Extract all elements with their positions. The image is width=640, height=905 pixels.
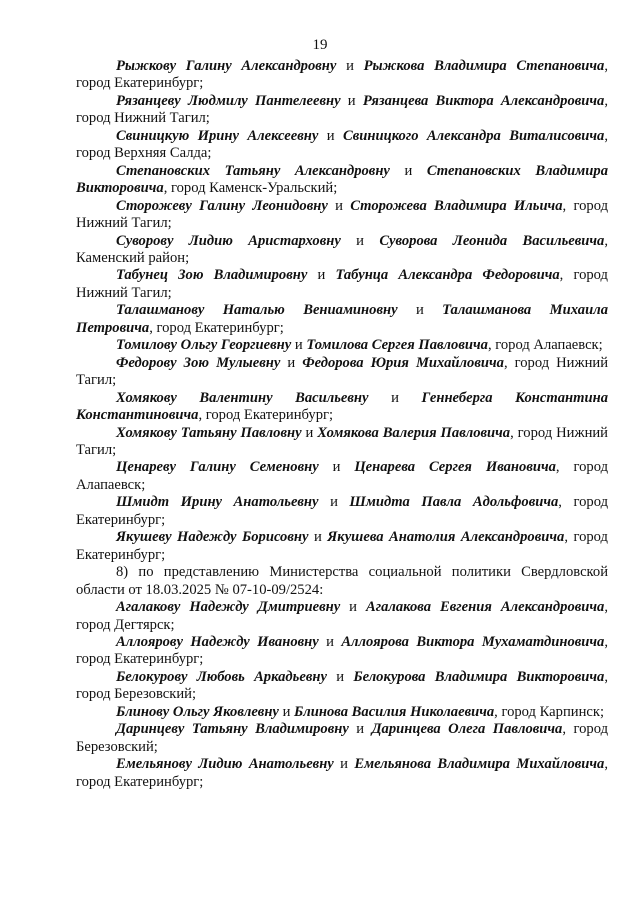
husband-name: Аллоярова Виктора Мухаматдиновича (341, 633, 605, 650)
location: , город Березовский; (76, 721, 608, 755)
husband-name: Геннеберга Константина Константиновича (76, 389, 609, 424)
location: , город Нижний Тагил; (76, 424, 608, 458)
husband-name: Емельянова Владимира Михайловича (354, 756, 605, 773)
location: , город Екатеринбург; (198, 407, 334, 424)
wife-name: Рыжкову Галину Александровну (116, 58, 337, 74)
wife-name: Аллоярову Надежду Ивановну (116, 633, 319, 650)
husband-name: Рязанцева Виктора Александровича (362, 92, 605, 109)
location: , город Верхняя Салда; (76, 127, 608, 162)
husband-name: Суворова Леонида Васильевича (379, 232, 605, 249)
location: , город Нижний Тагил; (76, 354, 609, 389)
document-body (76, 58, 608, 791)
husband-name: Степановских Владимира Викторовича (76, 162, 608, 197)
conjunction: и (340, 232, 380, 249)
conjunction: и (389, 162, 427, 179)
wife-name: Суворову Лидию Аристарховну (116, 232, 341, 249)
couple-entry (76, 198, 608, 233)
wife-name: Томилову Ольгу Георгиевну (116, 337, 292, 354)
wife-name: Шмидт Ирину Анатольевну (116, 494, 319, 511)
husband-name: Рыжкова Владимира Степановича (363, 58, 605, 74)
location: , город Алапаевск; (487, 337, 603, 354)
couple-entry (76, 302, 608, 337)
couple-entry (76, 756, 608, 791)
couple-entry (76, 599, 608, 634)
wife-name: Федорову Зою Мулыевну (116, 354, 281, 371)
conjunction: и (318, 459, 355, 476)
couple-entry (76, 128, 608, 163)
award-list-social-policy-part2 (76, 599, 608, 791)
husband-name: Талашманова Михаила Петровича (76, 302, 608, 336)
location: , город Нижний Тагил; (76, 197, 608, 232)
location: , город Екатеринбург; (76, 494, 608, 528)
location: , город Карпинск; (494, 703, 605, 720)
location: , город Екатеринбург; (76, 756, 608, 790)
husband-name: Ценарева Сергея Ивановича (354, 459, 556, 476)
conjunction: и (327, 197, 351, 214)
couple-entry (76, 529, 608, 564)
wife-name: Табунец Зою Владимировну (116, 267, 308, 284)
wife-name: Талашманову Наталью Вениаминовну (116, 302, 398, 319)
conjunction: и (318, 633, 342, 650)
conjunction: и (318, 494, 350, 511)
couple-entry (76, 267, 608, 302)
wife-name: Хомякову Валентину Васильевну (116, 389, 369, 406)
wife-name: Рязанцеву Людмилу Пантелеевну (116, 92, 341, 109)
wife-name: Степановских Татьяну Александровну (116, 162, 390, 179)
couple-entry (76, 163, 608, 198)
couple-entry (76, 721, 608, 756)
couple-entry (76, 58, 608, 93)
conjunction: и (318, 127, 343, 144)
husband-name: Томилова Сергея Павловича (306, 337, 488, 354)
couple-entry (76, 669, 608, 704)
couple-entry (76, 355, 608, 390)
conjunction: и (307, 267, 336, 284)
conjunction: и (280, 354, 303, 371)
location: , город Дегтярск; (76, 599, 608, 633)
couple-entry (76, 233, 608, 268)
husband-name: Даринцева Олега Павловича (371, 721, 563, 738)
location: , город Каменск-Уральский; (163, 180, 338, 197)
location: , город Екатеринбург; (76, 58, 609, 92)
husband-name: Табунца Александра Федоровича (335, 267, 560, 284)
location: , город Екатеринбург; (76, 633, 608, 668)
couple-entry (76, 704, 608, 721)
husband-name: Якушева Анатолия Александровича (327, 529, 565, 546)
conjunction: и (333, 756, 355, 773)
husband-name: Федорова Юрия Михайловича (302, 354, 504, 371)
husband-name: Агалакова Евгения Александровича (365, 599, 605, 616)
couple-entry (76, 425, 608, 460)
conjunction: и (340, 92, 363, 109)
wife-name: Свиницкую Ирину Алексеевну (116, 127, 319, 144)
wife-name: Блинову Ольгу Яковлевну (116, 703, 279, 720)
location: , город Нижний Тагил; (76, 92, 608, 127)
wife-name: Емельянову Лидию Анатольевну (116, 756, 334, 773)
location: , город Березовский; (76, 668, 608, 703)
husband-name: Сторожева Владимира Ильича (350, 197, 563, 214)
conjunction: и (291, 337, 307, 354)
couple-entry (76, 390, 608, 425)
conjunction: и (336, 58, 364, 74)
location: , город Алапаевск; (76, 459, 608, 493)
wife-name: Белокурову Любовь Аркадьевну (116, 668, 327, 685)
page-number: 19 (312, 37, 328, 53)
husband-name: Шмидта Павла Адольфовича (349, 494, 559, 511)
couple-entry (76, 634, 608, 669)
couple-entry (76, 93, 608, 128)
husband-name: Хомякова Валерия Павловича (317, 424, 511, 441)
conjunction: и (348, 721, 372, 738)
couple-entry (76, 459, 608, 494)
conjunction: и (340, 599, 366, 616)
conjunction: и (397, 302, 443, 319)
wife-name: Сторожеву Галину Леонидовну (116, 197, 328, 214)
wife-name: Якушеву Надежду Борисовну (116, 529, 309, 546)
conjunction: и (301, 424, 318, 441)
section-8-heading: 8) по представлению Министерства социальной политики Свердловской области от 18.03.2025 № 07-10-09/2524: (76, 564, 608, 598)
wife-name: Даринцеву Татьяну Владимировну (116, 721, 349, 738)
award-list-social-policy-part1 (76, 58, 608, 564)
wife-name: Ценареву Галину Семеновну (116, 459, 319, 476)
couple-entry (76, 494, 608, 529)
husband-name: Блинова Василия Николаевича (294, 703, 495, 720)
location: , город Екатеринбург; (76, 529, 608, 563)
location: , город Екатеринбург; (149, 319, 284, 336)
couple-entry (76, 337, 608, 354)
conjunction: и (278, 703, 295, 720)
conjunction: и (308, 529, 328, 546)
husband-name: Свиницкого Александра Виталисовича (342, 127, 605, 144)
location: , Каменский район; (76, 232, 608, 266)
conjunction: и (326, 668, 354, 685)
husband-name: Белокурова Владимира Викторовича (353, 668, 605, 685)
conjunction: и (368, 389, 422, 406)
location: , город Нижний Тагил; (76, 267, 608, 301)
wife-name: Агалакову Надежду Дмитриевну (116, 599, 341, 616)
wife-name: Хомякову Татьяну Павловну (116, 424, 302, 441)
